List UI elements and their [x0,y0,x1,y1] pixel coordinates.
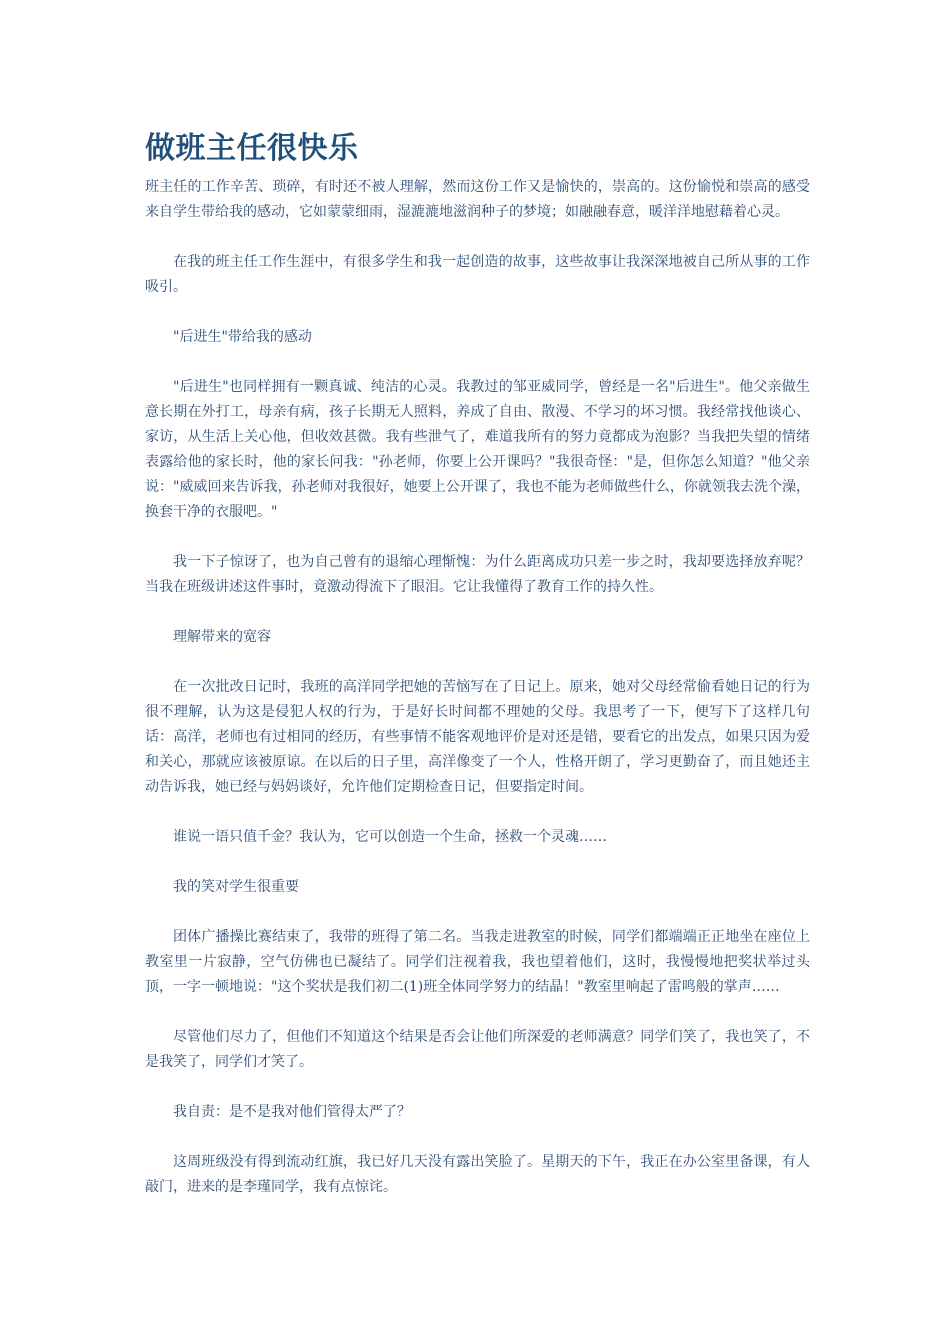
paragraph: 班主任的工作辛苦、琐碎，有时还不被人理解，然而这份工作又是愉快的，崇高的。这份愉悦和崇高的感受来自学生带给我的感动，它如蒙蒙细雨，湿漉漉地滋润种子的梦境；如融融春意，暖洋洋地慰藉着心灵。 [145,179,810,220]
paragraph: 在我的班主任工作生涯中，有很多学生和我一起创造的故事，这些故事让我深深地被自己所从事的工作吸引。 [145,254,810,295]
section-heading: 我的笑对学生很重要 [173,879,299,895]
paragraph-spacer [145,1075,810,1100]
paragraph-spacer [145,850,810,875]
section-heading: "后进生"带给我的感动 [173,329,312,345]
paragraph-spacer [145,800,810,825]
paragraph-spacer [145,900,810,925]
paragraph: "后进生"也同样拥有一颗真诚、纯洁的心灵。我教过的邹亚威同学，曾经是一名"后进生"。他父亲做生意长期在外打工，母亲有病，孩子长期无人照料，养成了自由、散漫、不学习的坏习惯。我经常找他谈心、家访，从生活上关心他，但收效甚微。我有些泄气了，难道我所有的努力竟都成为泡影？当我把失望的情绪表露给他的家长时，他的家长问我："孙老师，你要上公开课吗？"我很奇怪："是，但你怎么知道？"他父亲说："威威回来告诉我，孙老师对我很好，她要上公开课了，我也不能为老师做些什么，你就领我去洗个澡，换套干净的衣服吧。" [145,379,810,520]
paragraph: 我一下子惊讶了，也为自己曾有的退缩心理惭愧：为什么距离成功只差一步之时，我却要选择放弃呢？当我在班级讲述这件事时，竟激动得流下了眼泪。它让我懂得了教育工作的持久性。 [145,554,810,595]
paragraph-spacer [145,300,810,325]
document-title: 做班主任很快乐 [145,131,359,166]
paragraph-spacer [145,225,810,250]
paragraph-spacer [145,1000,810,1025]
paragraph: 在一次批改日记时，我班的高洋同学把她的苦恼写在了日记上。原来，她对父母经常偷看她日记的行为很不理解，认为这是侵犯人权的行为，于是好长时间都不理她的父母。我思考了一下，便写下了这样几句话：高洋，老师也有过相同的经历，有些事情不能客观地评价是对还是错，要看它的出发点，如果只因为爱和关心，那就应该被原谅。在以后的日子里，高洋像变了一个人，性格开朗了，学习更勤奋了，而且她还主动告诉我，她已经与妈妈谈好，允许他们定期检查日记，但要指定时间。 [145,679,810,795]
paragraph: 尽管他们尽力了，但他们不知道这个结果是否会让他们所深爱的老师满意？同学们笑了，我也笑了，不是我笑了，同学们才笑了。 [145,1029,810,1070]
paragraph-spacer [145,525,810,550]
paragraph: 这周班级没有得到流动红旗，我已好几天没有露出笑脸了。星期天的下午，我正在办公室里备课，有人敲门，进来的是李瑾同学，我有点惊诧。 [145,1154,810,1195]
section-heading: 我自责：是不是我对他们管得太严了？ [173,1104,411,1120]
paragraph: 谁说一语只值千金？我认为，它可以创造一个生命，拯救一个灵魂…… [173,829,607,845]
paragraph-spacer [145,1125,810,1150]
paragraph-spacer [145,600,810,625]
paragraph-spacer [145,650,810,675]
section-heading: 理解带来的宽容 [173,629,271,645]
document-page [145,128,810,1200]
paragraph-spacer [145,350,810,375]
paragraph: 团体广播操比赛结束了，我带的班得了第二名。当我走进教室的时候，同学们都端端正正地坐在座位上教室里一片寂静，空气仿佛也已凝结了。同学们注视着我，我也望着他们，这时，我慢慢地把奖状举过头顶，一字一顿地说："这个奖状是我们初二(1)班全体同学努力的结晶！"教室里响起了雷鸣般的掌声…… [145,929,810,995]
